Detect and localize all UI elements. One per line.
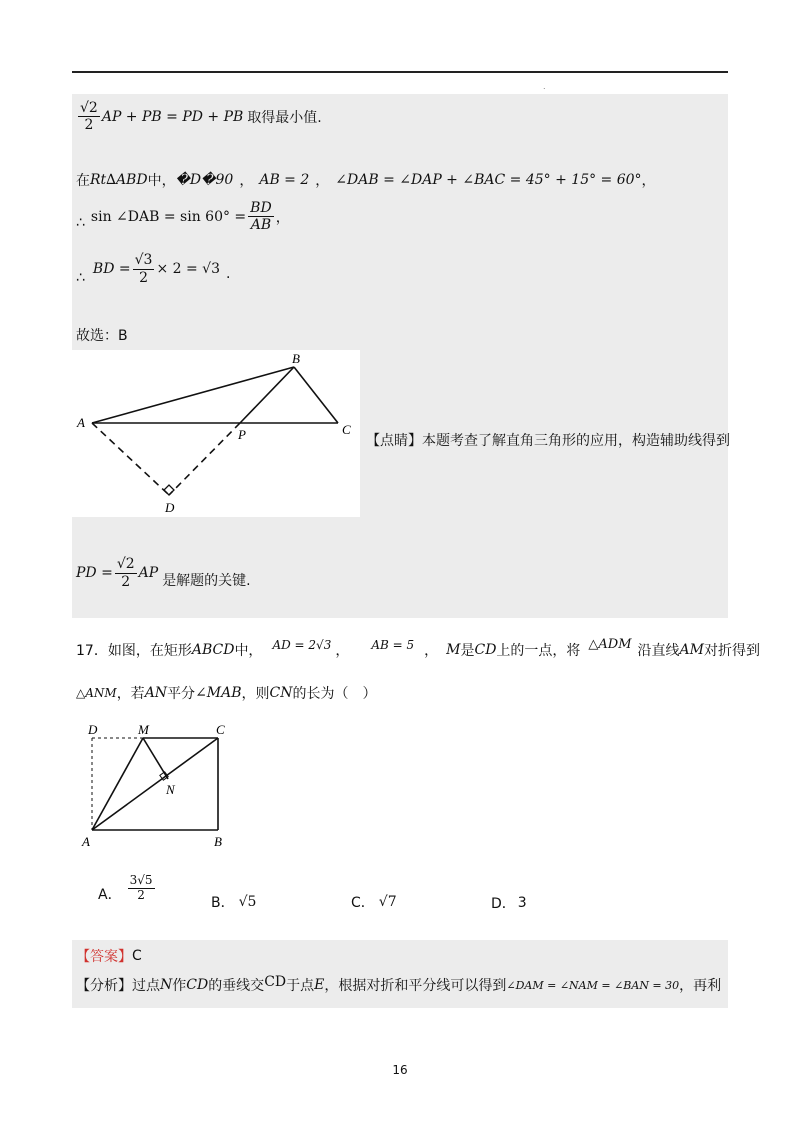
page-number: 16 — [392, 1063, 408, 1077]
analysis-line: 【分析】 过点 N 作 CD 的垂线交 CD 于点 E ，根据对折和平分线可以得到 ∠DAM = ∠NAM = ∠BAN = 30 ，再利 — [76, 974, 722, 994]
segment-ad-dashed — [92, 423, 169, 495]
analysis-tag: 【分析】 — [76, 978, 132, 994]
segment-mn — [143, 738, 168, 779]
fraction: $\frac{√2}{2}$ — [80, 100, 98, 134]
label-d: D — [88, 722, 98, 737]
question-17-line-1: 17．如图，在矩形 ABCD 中， AD = 2√3 ， AB = 5 ， M 是 CD 上的一点，将 △ADM 沿直线 AM 对折得到 — [76, 636, 760, 659]
header-dot: . — [543, 82, 546, 91]
fraction: $\frac{3√5}{2}$ — [129, 872, 153, 902]
label-c: C — [216, 722, 225, 737]
option-c[interactable]: C． √7 — [351, 894, 397, 911]
solution-line-2: 在 Rt∆ABD 中， �D�90 ， AB = 2 ， ∠DAB = ∠DAP + ∠BAC = 45° + 15° = 60° ， — [76, 172, 656, 189]
comment-tag: 【点睛】 — [366, 433, 422, 449]
label-m: M — [138, 722, 149, 737]
solution-line-4: ∴ BD = $\frac{√3}{2}$ × 2 = √3 . — [76, 252, 231, 286]
segment-bp — [240, 367, 294, 423]
fraction: $\frac{√2}{2}$ — [116, 556, 135, 590]
option-a[interactable]: A． $\frac{3√5}{2}$ — [98, 872, 153, 903]
answer-box — [72, 940, 728, 1008]
segment-pd-dashed — [169, 423, 240, 495]
label-p: P — [238, 427, 246, 442]
solution-line-3: ∴ sin ∠DAB = sin 60° = $\frac{BD}{AB}$ ， — [76, 200, 290, 234]
label-n: N — [166, 782, 175, 797]
question-17-line-2: △ANM ，若 AN 平分 ∠MAB ，则 CN 的长为（ ） — [76, 685, 377, 702]
answer-value: C — [132, 948, 142, 964]
label-a: A — [82, 834, 90, 849]
solution-choice: 故选：B — [76, 328, 128, 344]
answer-line — [76, 946, 142, 966]
label-a: A — [77, 415, 85, 430]
figure-2-svg — [78, 718, 238, 850]
label-c: C — [342, 422, 351, 437]
label-b: B — [214, 834, 222, 849]
segment-am — [92, 738, 143, 830]
label-b: B — [292, 351, 300, 366]
option-d[interactable]: D． 3 — [491, 895, 527, 912]
segment-ac — [92, 738, 218, 830]
fraction: $\frac{BD}{AB}$ — [250, 200, 272, 234]
segment-bc — [294, 367, 338, 423]
figure-1-svg — [72, 350, 360, 517]
header-rule — [72, 71, 728, 73]
answer-tag: 【答案】 — [76, 949, 132, 965]
fraction: $\frac{√3}{2}$ — [134, 252, 153, 286]
segment-ab — [92, 367, 294, 423]
option-b[interactable]: B． √5 — [211, 894, 257, 911]
comment-continued: PD = $\frac{√2}{2}$ AP 是解题的关键. — [76, 556, 251, 590]
figure-rectangle-abcd — [78, 718, 238, 850]
comment-line: 【点睛】 本题考查了解直角三角形的应用，构造辅助线得到 — [366, 430, 730, 450]
figure-triangle-abc — [72, 350, 360, 517]
right-angle-mark — [164, 485, 174, 495]
solution-line-1: $\frac{√2}{2}$ AP + PB = PD + PB 取得最小值. — [80, 100, 322, 134]
label-d: D — [165, 500, 175, 515]
